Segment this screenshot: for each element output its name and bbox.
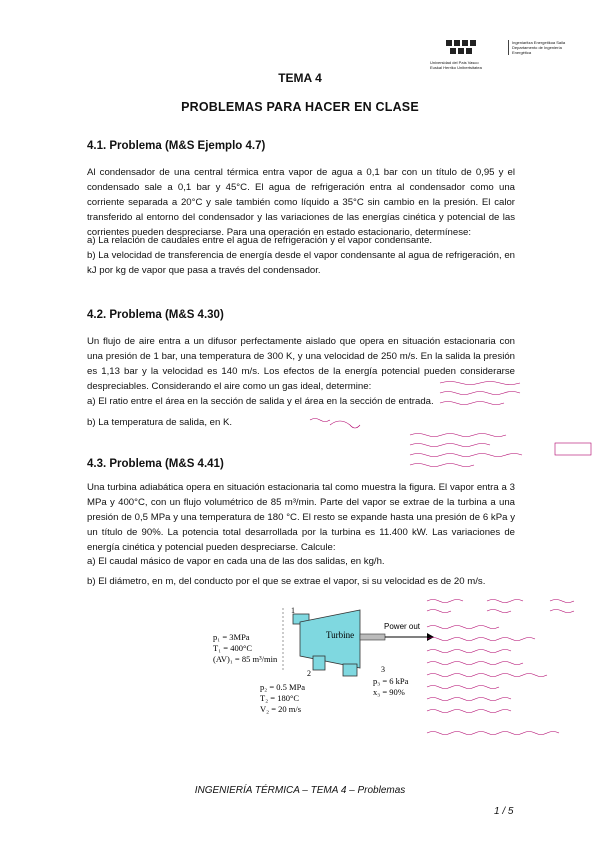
outlet-pressure: p₃ = 6 kPa — [373, 676, 409, 686]
extract-pressure: p₂ = 0.5 MPa — [260, 682, 306, 692]
page-number: 1 / 5 — [494, 806, 514, 817]
problem-1-heading: 4.1. Problema (M&S Ejemplo 4.7) — [87, 140, 266, 152]
university-logo — [430, 38, 570, 74]
turbine-shaft — [360, 634, 385, 640]
handwritten-notes-problem-2 — [300, 375, 600, 475]
page-subtitle: PROBLEMAS PARA HACER EN CLASE — [181, 100, 419, 114]
page-footer: INGENIERÍA TÉRMICA – TEMA 4 – Problemas — [194, 785, 406, 796]
power-label: Power out — [384, 622, 421, 631]
outlet-pipe — [343, 664, 357, 676]
extract-velocity: V₂ = 20 m/s — [260, 704, 302, 714]
problem-3-item-a: a) El caudal másico de vapor en cada una de las dos salidas, en kg/h. — [87, 556, 385, 567]
turbine-label: Turbine — [326, 630, 355, 640]
problem-2-item-b: b) La temperatura de salida, en K. — [87, 417, 233, 428]
handwritten-notes-problem-3 — [425, 595, 595, 745]
inlet-flow: (AV)₁ = 85 m³/min — [213, 654, 278, 664]
problem-1-item-a: a) La relación de caudales entre el agua de refrigeración y el vapor condensante. — [87, 235, 433, 246]
inlet-temperature: T₁ = 400°C — [213, 643, 253, 653]
problem-1-text: Al condensador de una central térmica entra vapor de agua a 0,1 bar con un título de 0,95 y el condensado sale a 0,1 bar y 45°C. El agua de refrigeración entra al condensador como una corriente separada a 20°C y sale también como líquido a 35°C sin cambio en la presión. El calor transferido al entorno del condensador y las variaciones de las energías cinética y potencial de las corrientes pueden despreciarse. Para una operación en estado estacionario, determínese: — [87, 167, 515, 238]
university-name: Universidad del País Vasco Euskal Herriko Unibertsitatea — [430, 60, 482, 70]
problem-3-item-b: b) El diámetro, en m, del conducto por el que se extrae el vapor, si su velocidad es de 20 m/s. — [87, 576, 486, 587]
problem-2-item-a: a) El ratio entre el área en la sección de salida y el área en la sección de entrada. — [87, 396, 434, 407]
extraction-pipe — [313, 656, 325, 670]
turbine-diagram — [205, 600, 435, 740]
problem-1-item-b: b) La velocidad de transferencia de energía desde el vapor condensante al agua de refrigeración, en kJ por kg de vapor que pasa a través del condensador. — [87, 250, 515, 276]
node-3-label: 3 — [381, 665, 385, 674]
problem-2-heading: 4.2. Problema (M&S 4.30) — [87, 309, 224, 321]
problem-3-text: Una turbina adiabática opera en situación estacionaria tal como muestra la figura. El vapor entra a 3 MPa y 400°C, con un flujo volumétrico de 85 m³/min. Parte del vapor se extrae de la turbina a una presión de 0,5 MPa y una temperatura de 180 °C. El resto se expande hasta una presión de 6 kPa y un título de 90%. La potencia total desarrollada por la turbina es 11.400 kW. Las variaciones de energía cinética y potencial pueden despreciarse. Calcule: — [87, 482, 515, 553]
node-2-label: 2 — [307, 669, 311, 678]
problem-3-heading: 4.3. Problema (M&S 4.41) — [87, 458, 224, 470]
page-title: TEMA 4 — [278, 71, 322, 85]
extract-temperature: T₂ = 180°C — [260, 693, 300, 703]
outlet-quality: x₃ = 90% — [373, 687, 405, 697]
problem-2-text: Un flujo de aire entra a un difusor perfectamente aislado que opera en situación estacionaria con una presión de 1 bar, una temperatura de 300 K, y una velocidad de 250 m/s. En la salida la presión es 1,13 bar y la velocidad es 140 m/s. Los efectos de la energía potencial pueden considerarse despreciables. Considerando el aire como un gas ideal, determine: — [87, 336, 515, 392]
upv-ehu-emblem-icon — [442, 38, 482, 60]
department-name: Ingeniaritza Energetikoa Saila Departamento de Ingeniería Energética — [508, 40, 572, 55]
inlet-pressure: p₁ = 3MPa — [213, 632, 250, 642]
node-1-label: 1 — [291, 606, 295, 615]
